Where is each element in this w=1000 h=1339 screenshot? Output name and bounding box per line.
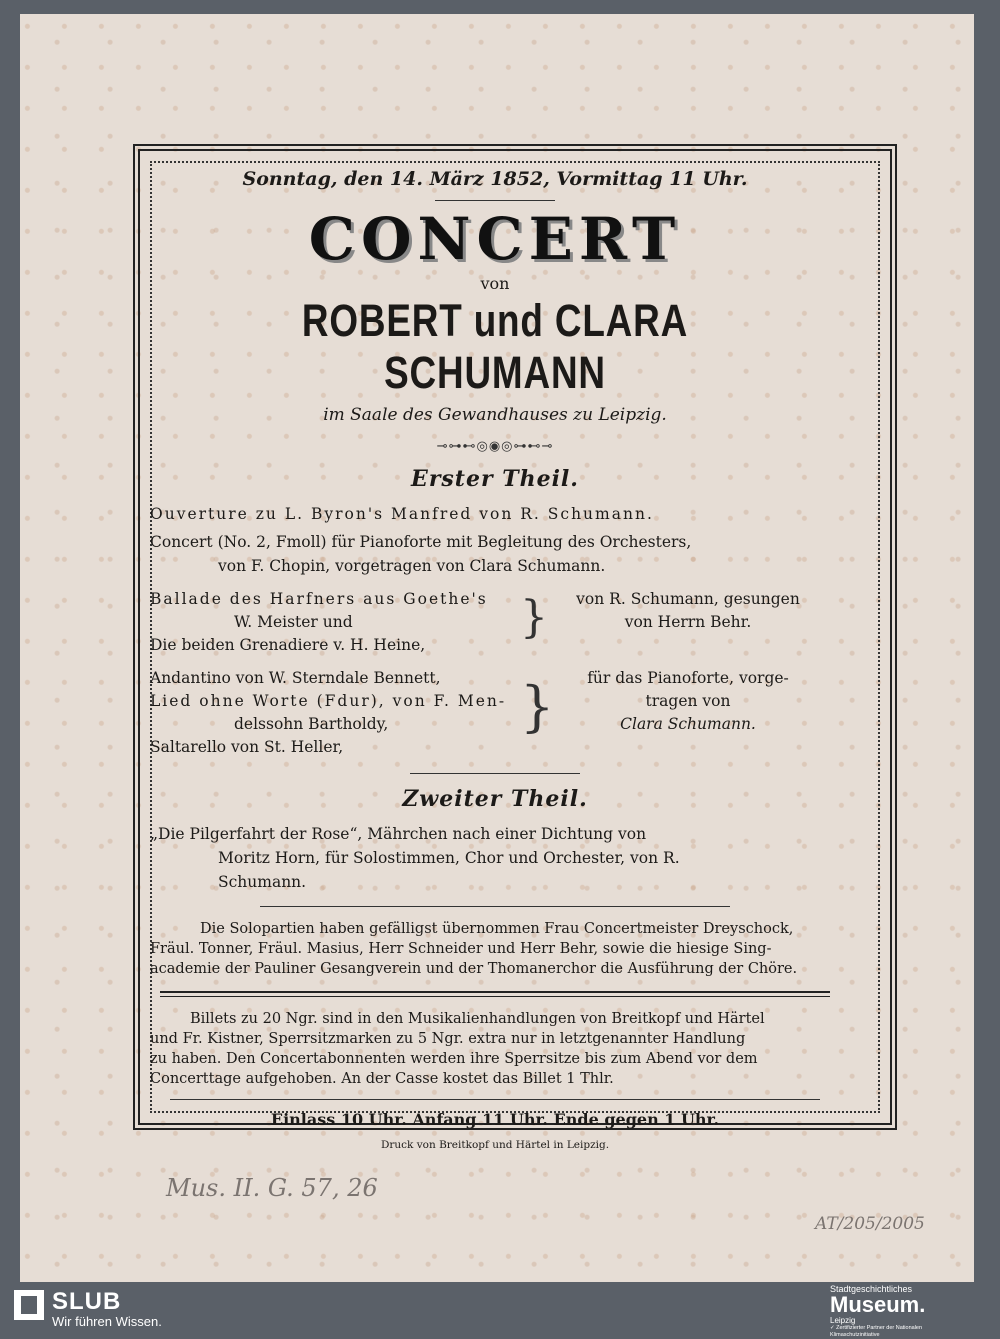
song-line: Ballade des Harfners aus Goethe's <box>150 589 488 608</box>
songs-attribution <box>536 588 840 657</box>
museum-logo[interactable] <box>830 1284 960 1339</box>
double-rule <box>160 991 830 997</box>
billets-line: zu haben. Den Concertabonnenten werden ihre Sperrsitze bis zum Abend vor dem <box>150 1050 758 1067</box>
piano-line: Lied ohne Worte (Fdur), von F. Men- <box>150 691 507 710</box>
program-item-chopin-line2: von F. Chopin, vorgetragen von Clara Schumann. <box>218 556 606 575</box>
piano-line: Saltarello von St. Heller, <box>150 737 344 756</box>
concert-title: CONCERT <box>308 205 682 273</box>
piano-attribution <box>536 667 840 759</box>
shelfmark-annotation: Mus. II. G. 57, 26 <box>166 1174 378 1202</box>
museum-city: Leipzig <box>830 1316 856 1325</box>
inventory-annotation: AT/205/2005 <box>815 1214 925 1234</box>
museum-note: ✓ Zertifizierter Partner der Nationalen Klimaschutzinitiative <box>830 1325 923 1338</box>
divider <box>435 200 555 201</box>
piano-line: delssohn Bartholdy, <box>234 714 389 733</box>
brace: } <box>520 591 548 643</box>
piano-list <box>150 667 520 759</box>
museum-name: Museum. <box>830 1292 926 1317</box>
ornament-divider: ⊸⊶⊷◎◉◎⊶⊷⊸ <box>436 438 554 454</box>
viewer-footer <box>0 1284 1000 1338</box>
part2-line: Moritz Horn, für Solostimmen, Chor und Orchester, von R. <box>218 848 680 867</box>
divider <box>260 906 730 907</box>
part1-heading: Erster Theil. <box>411 465 579 492</box>
billets-line: Billets zu 20 Ngr. sind in den Musikalienhandlungen von Breitkopf und Härtel <box>190 1010 765 1027</box>
song-line: W. Meister und <box>234 612 353 631</box>
program-group-songs <box>150 588 840 657</box>
slub-mark-icon <box>14 1290 44 1320</box>
von-label: von <box>480 273 510 293</box>
slub-tagline: Wir führen Wissen. <box>52 1314 162 1329</box>
piano-line: Andantino von W. Sterndale Bennett, <box>150 668 441 687</box>
printer-line: Druck von Breitkopf und Härtel in Leipzig. <box>380 1138 610 1151</box>
solo-line: Die Solopartien haben gefälligst übernommen Frau Concertmeister Dreyschock, <box>200 920 794 937</box>
einlass-line: Einlass 10 Uhr. Anfang 11 Uhr. Ende gegen 1 Uhr. <box>270 1109 720 1129</box>
part2-line: „Die Pilgerfahrt der Rose“, Mährchen nach einer Dichtung von <box>150 824 647 843</box>
attribution-line: von R. Schumann, gesungen <box>576 589 800 608</box>
billets-line: und Fr. Kistner, Sperrsitzmarken zu 5 Ngr. extra nur in letztgenannter Handlung <box>150 1030 746 1047</box>
songs-list <box>150 588 520 657</box>
performer-names: ROBERT und CLARA SCHUMANN <box>301 294 689 398</box>
museum-small: Stadtgeschichtliches <box>830 1284 913 1294</box>
attribution-line: für das Pianoforte, vorge- <box>587 668 789 687</box>
brace: } <box>520 674 555 738</box>
date-line: Sonntag, den 14. März 1852, Vormittag 11 Uhr. <box>242 168 748 190</box>
solo-line: academie der Pauliner Gesangverein und der Thomanerchor die Ausführung der Chöre. <box>150 960 798 977</box>
program-item-manfred: Ouverture zu L. Byron's Manfred von R. Schumann. <box>150 504 654 523</box>
attribution-line: Clara Schumann. <box>620 714 756 733</box>
venue-line: im Saale des Gewandhauses zu Leipzig. <box>323 404 667 425</box>
divider <box>170 1099 820 1100</box>
part2-line: Schumann. <box>218 872 307 891</box>
billets-line: Concerttage aufgehoben. An der Casse kostet das Billet 1 Thlr. <box>150 1070 614 1087</box>
divider <box>410 773 580 774</box>
poster-content <box>150 160 840 1151</box>
solo-line: Fräul. Tonner, Fräul. Masius, Herr Schneider und Herr Behr, sowie die hiesige Sing- <box>150 940 772 957</box>
song-line: Die beiden Grenadiere v. H. Heine, <box>150 635 426 654</box>
attribution-line: tragen von <box>645 691 731 710</box>
program-group-piano <box>150 667 840 759</box>
attribution-line: von Herrn Behr. <box>624 612 752 631</box>
part2-heading: Zweiter Theil. <box>402 785 588 812</box>
slub-name: SLUB <box>52 1288 122 1315</box>
program-item-chopin-line1: Concert (No. 2, Fmoll) für Pianoforte mit Begleitung des Orchesters, <box>150 532 692 551</box>
